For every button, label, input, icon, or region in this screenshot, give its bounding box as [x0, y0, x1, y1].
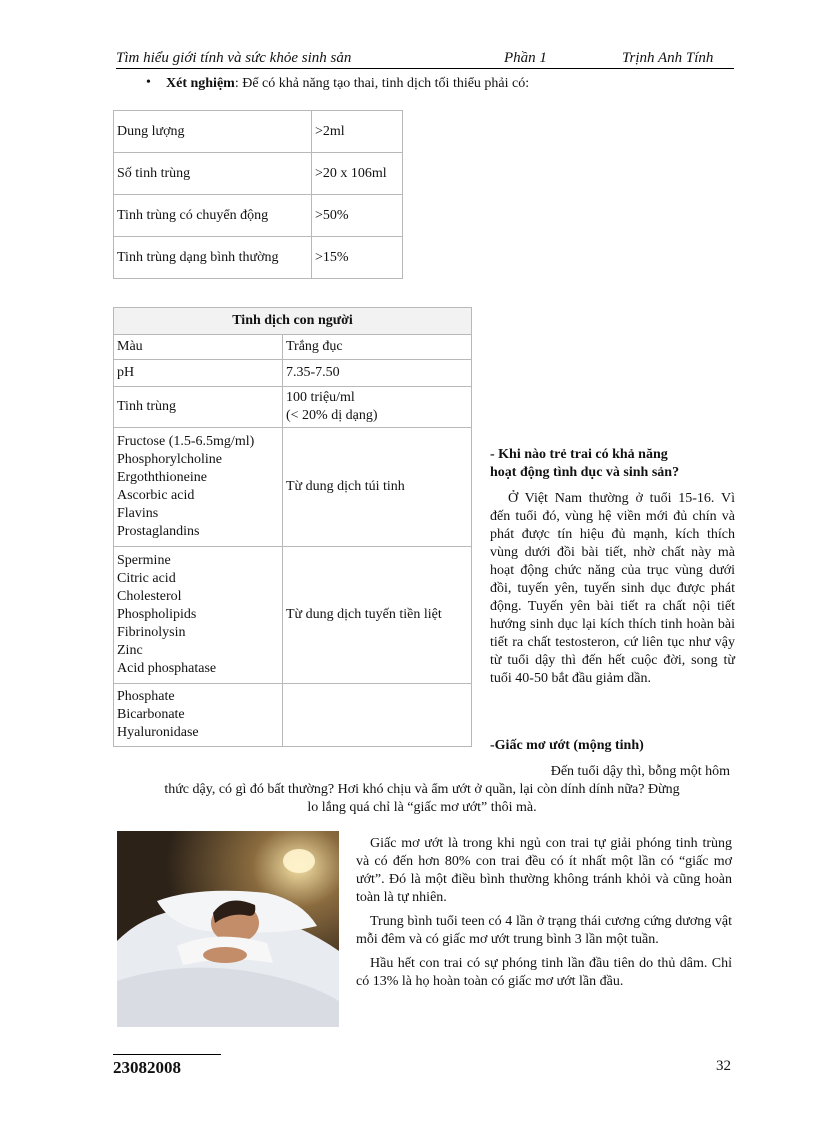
- table-caption: Tinh dịch con người: [114, 308, 472, 335]
- page-number: 32: [716, 1058, 731, 1074]
- question-heading-2: -Giấc mơ ướt (mộng tinh): [490, 738, 644, 753]
- list-item: Hyaluronidase: [117, 725, 199, 740]
- header-title: Tìm hiểu giới tính và sức khỏe sinh sản: [116, 50, 352, 66]
- cell: Tinh trùng dạng bình thường: [114, 237, 312, 279]
- list-item: Ascorbic acid: [117, 488, 195, 503]
- footer-date: 23082008: [113, 1058, 181, 1077]
- cell: [114, 547, 283, 684]
- bullet-symbol: •: [146, 75, 151, 90]
- semen-minimum-table: [113, 110, 403, 279]
- cell: 7.35-7.50: [283, 360, 472, 387]
- page-header: [116, 48, 734, 69]
- table-row: [114, 195, 403, 237]
- header-author: Trịnh Anh Tính: [622, 50, 714, 66]
- header-part: Phần 1: [504, 50, 547, 66]
- table-row: [114, 547, 472, 684]
- cell: Tinh trùng có chuyển động: [114, 195, 312, 237]
- cell: Trắng đục: [283, 335, 472, 360]
- list-item: Phosphorylcholine: [117, 452, 222, 467]
- sperm-abnormal: (< 20% dị dạng): [286, 408, 378, 423]
- paragraph: Trung bình tuổi teen có 4 lần ở trạng thái cương cứng dương vật mỗi đêm và có giấc mơ ướt trung bình 3 lần một tuần.: [356, 914, 732, 947]
- table-row: [114, 684, 472, 747]
- cell: [283, 684, 472, 747]
- intro-line-3: lo lắng quá chỉ là “giấc mơ ướt” thôi mà.: [307, 800, 537, 815]
- cell: >50%: [312, 195, 403, 237]
- cell: [114, 684, 283, 747]
- cell: [114, 428, 283, 547]
- question-answer-1: Ở Việt Nam thường ở tuổi 15-16. Vì đến tuổi đó, vùng hệ viền mới đủ chín và phát được tín hiệu đủ mạnh, kích thích vùng dưới đồi bài tiết, nhờ chất này mà hoạt động chức năng của trục vùng dưới đồi, tuyến yên, tuyến sinh dục được phát động. Tuyến yên bài tiết ra chất nội tiết hướng sinh dục lại kích thích tinh hoàn bài tiết ra chất testosteron, cứ liên tục như vậy từ tuổi dậy thì đến hết cuộc đời, song từ tuổi 40-50 bắt đầu giảm dần.: [490, 491, 735, 686]
- question-line-2: hoạt động tình dục và sinh sản?: [490, 465, 680, 480]
- human-semen-table: [113, 307, 472, 747]
- paragraph: Giấc mơ ướt là trong khi ngủ con trai tự giải phóng tinh trùng và có đến hơn 80% con trai đều có ít nhất một lần có “giấc mơ ướt”. Đó là một điều bình thường không tránh khỏi và cũng hoàn toàn là tự nhiên.: [356, 836, 732, 905]
- wet-dream-paragraphs: [356, 835, 732, 997]
- wet-dream-intro: [112, 763, 732, 817]
- cell: Tinh trùng: [114, 387, 283, 428]
- table-row: [114, 153, 403, 195]
- list-item: Phosphate: [117, 689, 175, 704]
- cell: Dung lượng: [114, 111, 312, 153]
- sleeping-boy-photo: [117, 831, 339, 1027]
- cell: Số tinh trùng: [114, 153, 312, 195]
- list-item: Bicarbonate: [117, 707, 185, 722]
- paragraph: Hầu hết con trai có sự phóng tinh lần đầu tiên do thủ dâm. Chỉ có 13% là họ hoàn toàn có giấc mơ ướt lần đầu.: [356, 956, 732, 989]
- list-item: Spermine: [117, 553, 171, 568]
- table-row: [114, 387, 472, 428]
- table-row: [114, 360, 472, 387]
- table-row: [114, 335, 472, 360]
- list-item: Prostaglandins: [117, 524, 200, 539]
- bullet-label: Xét nghiệm: [166, 76, 235, 91]
- list-item: Phospholipids: [117, 607, 197, 622]
- list-item: Citric acid: [117, 571, 176, 586]
- cell: >15%: [312, 237, 403, 279]
- intro-line-2: thức dậy, có gì đó bất thường? Hơi khó chịu và ẩm ướt ở quần, lại còn dính dính nữa? Đừng: [164, 782, 680, 797]
- list-item: Zinc: [117, 643, 143, 658]
- intro-line-1: Đến tuổi dậy thì, bỗng một hôm: [550, 764, 730, 779]
- footer-rule: [113, 1054, 221, 1055]
- cell: Màu: [114, 335, 283, 360]
- question-line-1: - Khi nào trẻ trai có khả năng: [490, 447, 668, 462]
- bullet-text: : Để có khả năng tạo thai, tinh dịch tối thiểu phải có:: [234, 76, 530, 91]
- cell: >2ml: [312, 111, 403, 153]
- cell: [283, 387, 472, 428]
- list-item: Flavins: [117, 506, 159, 521]
- cell: Từ dung dịch tuyến tiền liệt: [283, 547, 472, 684]
- cell: Từ dung dịch túi tinh: [283, 428, 472, 547]
- table-row: [114, 237, 403, 279]
- sperm-count: 100 triệu/ml: [286, 390, 355, 405]
- question-heading-1: [490, 446, 735, 482]
- list-item: Fibrinolysin: [117, 625, 186, 640]
- table-row: [114, 308, 472, 335]
- cell: >20 x 106ml: [312, 153, 403, 195]
- list-item: Cholesterol: [117, 589, 182, 604]
- list-item: Ergoththioneine: [117, 470, 207, 485]
- table-row: [114, 428, 472, 547]
- cell: pH: [114, 360, 283, 387]
- list-item: Fructose (1.5-6.5mg/ml): [117, 434, 255, 449]
- list-item: Acid phosphatase: [117, 661, 217, 676]
- table-row: [114, 111, 403, 153]
